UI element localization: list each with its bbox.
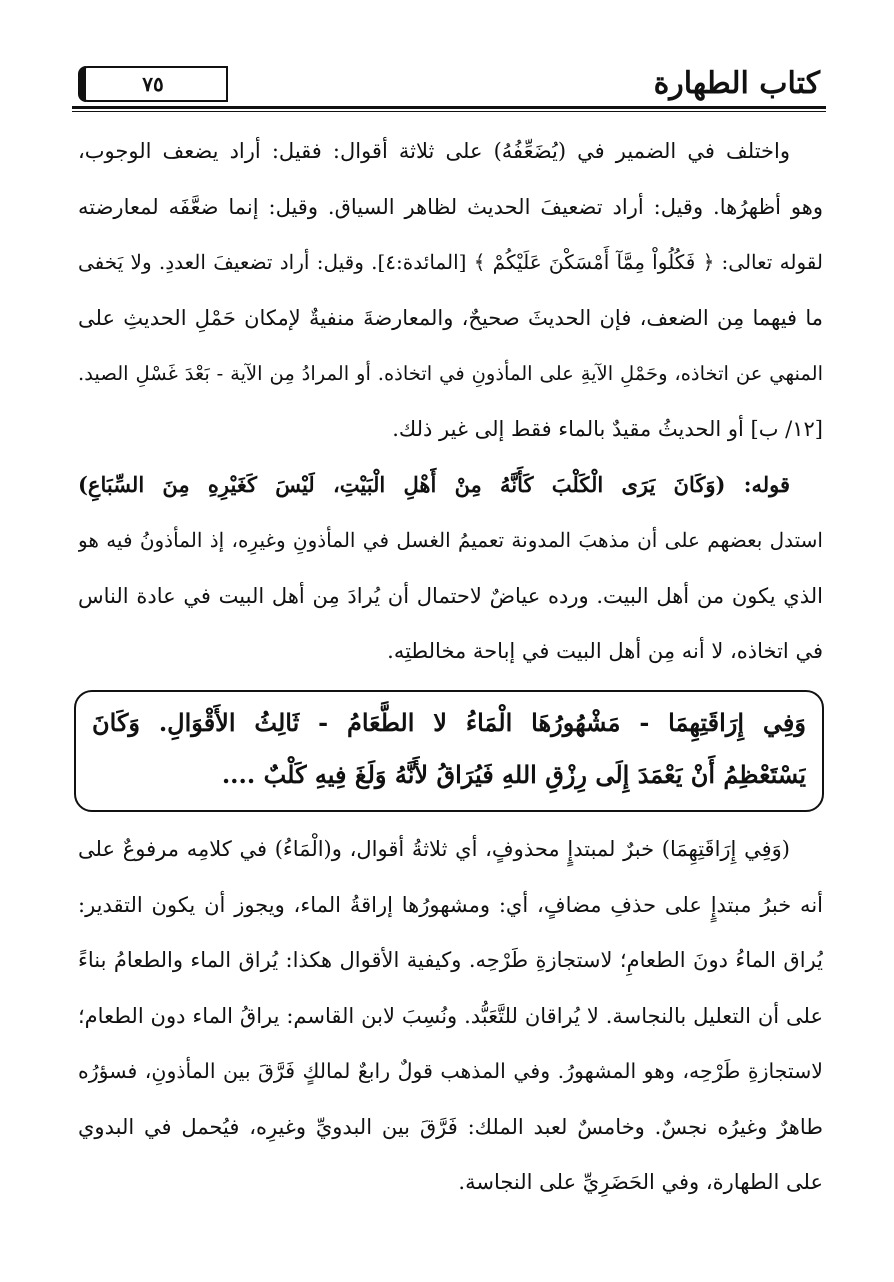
- paragraph3-line-6: طاهرٌ وغيرُه نجسٌ. وخامسٌ لعبد الملك: فَرَّقَ بين البدويِّ وغيرِه، فيُحمل في البدوي: [78, 1115, 823, 1139]
- paragraph2-line-3: الذي يكون من أهل البيت. ورده عياضٌ لاحتمال أن يُرادَ مِن أهل البيت في عادة الناس: [78, 584, 823, 608]
- paragraph3-line-5: لاستجازةِ طَرْحِه، وهو المشهورُ. وفي المذهب قولٌ رابعٌ لمالكٍ فَرَّقَ بين المأذونِ، فسؤرُه: [78, 1059, 823, 1083]
- page-header: [72, 58, 826, 108]
- matn-text-box: [74, 690, 824, 812]
- paragraph1-line-3: لقوله تعالى: ﴿ فَكُلُواْ مِمَّآ أَمْسَكْنَ عَلَيْكُمْ ﴾ [المائدة:٤]. وقيل: أراد تضعيفَ العددِ. ولا يَخفى: [78, 250, 823, 274]
- paragraph1-line-5: المنهي عن اتخاذه، وحَمْلِ الآيةِ على المأذونِ في اتخاذه. أو المرادُ مِن الآية - بَعْدَ غَسْلِ الصيد.: [78, 362, 823, 385]
- paragraph3-line-4: على أن التعليل بالنجاسة. لا يُراقان للتَّعَبُّد. ونُسِبَ لابن القاسم: يراقُ الماء دون الطعام؛: [78, 1004, 823, 1028]
- header-rule-thin: [72, 111, 826, 112]
- paragraph1-line-6: [١٢/ ب] أو الحديثُ مقيدٌ بالماء فقط إلى غير ذلك.: [392, 417, 823, 441]
- page-number-box: [78, 66, 228, 102]
- header-rule-thick: [72, 106, 826, 109]
- page-box-accent: [78, 66, 86, 102]
- paragraph3-line-7: على الطهارة، وفي الحَضَرِيِّ على النجاسة.: [458, 1170, 823, 1194]
- paragraph1-line-2: وهو أظهرُها. وقيل: أراد تضعيفَ الحديث لظاهر السياق. وقيل: إنما ضعَّفَه لمعارضته: [78, 195, 823, 219]
- paragraph3-line-3: يُراق الماءُ دونَ الطعامِ؛ لاستجازةِ طَرْحِه. وكيفية الأقوال هكذا: يُراق الماء والطعامُ بناءً: [78, 948, 823, 972]
- paragraph2-line-4: في اتخاذه، لا أنه مِن أهل البيت في إباحة مخالطتِه.: [387, 639, 823, 663]
- matn-line-2: يَسْتَعْظِمُ أَنْ يَعْمَدَ إِلَى رِزْقِ اللهِ فَيُرَاقُ لأَنَّهُ وَلَغَ فِيهِ كَلْبٌ ....: [221, 760, 806, 789]
- paragraph1-line-1: واختلف في الضمير في (يُضَعِّفُهُ) على ثلاثة أقوال: فقيل: أراد يضعف الوجوب،: [78, 139, 790, 163]
- paragraph2-line-2: استدل بعضهم على أن مذهبَ المدونة تعميمُ الغسل في المأذونِ وغيرِه، إذ المأذونُ فيه هو: [78, 528, 823, 552]
- matn-line-1: وَفِي إِرَاقَتِهِمَا - مَشْهُورُهَا الْمَاءُ لا الطَّعَامُ - ثَالِثُ الأَقْوَالِ. وَكَانَ: [92, 708, 806, 737]
- paragraph3-line-1: (وَفِي إِرَاقَتِهِمَا) خبرٌ لمبتدإٍ محذوفٍ، أي ثلاثةُ أقوال، و(الْمَاءُ) في كلامِه مرفوعٌ على: [78, 837, 790, 861]
- paragraph2-quote-line: قوله: (وَكَانَ يَرَى الْكَلْبَ كَأَنَّهُ مِنْ أَهْلِ الْبَيْتِ، لَيْسَ كَغَيْرِهِ مِنَ السِّبَاعِ): [78, 472, 790, 497]
- page-number: ٧٥: [142, 72, 164, 96]
- paragraph3-line-2: أنه خبرُ مبتدإٍ على حذفِ مضافٍ، أي: ومشهورُها إراقةُ الماء، ويجوز أن يكون التقدير:: [78, 893, 823, 917]
- book-title: كتاب الطهارة: [653, 66, 820, 101]
- paragraph1-line-4: ما فيهما مِن الضعف، فإن الحديثَ صحيحٌ، والمعارضةَ منفيةٌ لإمكان حَمْلِ الحديثِ على: [78, 306, 823, 330]
